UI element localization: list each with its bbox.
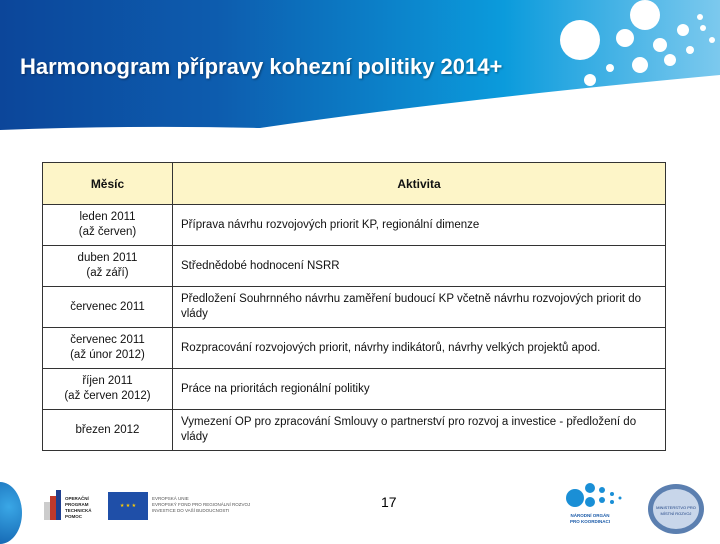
optp-text: TECHNICKÁ — [65, 508, 92, 513]
nok-logo-icon — [560, 480, 630, 515]
month-range: (až září) — [86, 267, 129, 279]
header-activity: Aktivita — [173, 163, 666, 205]
blue-circle-decoration — [0, 482, 22, 544]
eu-flag-icon: ★ ★ ★ — [108, 492, 148, 520]
table-row — [43, 205, 666, 246]
table-row — [43, 369, 666, 410]
month-text: leden 2011 — [79, 211, 136, 223]
table-row — [43, 328, 666, 369]
table-row — [43, 287, 666, 328]
eu-text: EVROPSKÝ FOND PRO REGIONÁLNÍ ROZVOJ — [152, 502, 251, 507]
month-text: červenec 2011 — [70, 300, 145, 313]
month-cell — [43, 246, 173, 287]
month-cell — [43, 287, 173, 328]
schedule-table — [42, 162, 666, 451]
month-text: duben 2011 — [77, 252, 138, 264]
activity-cell: Střednědobé hodnocení NSRR — [173, 246, 666, 287]
optp-text: POMOC — [65, 514, 83, 519]
activity-cell: Vymezení OP pro zpracování Smlouvy o partnerství pro rozvoj a investice - předložení do vlády — [173, 410, 666, 451]
page-number: 17 — [381, 494, 397, 510]
optp-text: OPERAČNÍ — [65, 496, 89, 501]
activity-cell: Předložení Souhrnného návrhu zaměření budoucí KP včetně návrhu rozvojových priorit do vlády — [173, 287, 666, 328]
month-text: říjen 2011 — [82, 375, 133, 387]
month-text: březen 2012 — [75, 423, 140, 436]
month-cell — [43, 369, 173, 410]
month-cell — [43, 205, 173, 246]
month-cell — [43, 328, 173, 369]
eu-text: EVROPSKÁ UNIE — [152, 496, 189, 501]
table-row — [43, 410, 666, 451]
table-row — [43, 246, 666, 287]
page-title: Harmonogram přípravy kohezní politiky 2014+ — [20, 54, 503, 79]
nok-text: PRO KOORDINACI — [570, 519, 611, 524]
month-range: (až červen) — [78, 226, 137, 238]
header-month: Měsíc — [43, 163, 173, 205]
activity-cell: Příprava návrhu rozvojových priorit KP, regionální dimenze — [173, 205, 666, 246]
month-text: červenec 2011 — [70, 334, 145, 346]
nok-text: NÁRODNÍ ORGÁN — [570, 513, 610, 518]
eu-text: INVESTICE DO VAŠÍ BUDOUCNOSTI — [152, 508, 230, 513]
optp-logo — [44, 490, 94, 520]
month-range: (až červen 2012) — [64, 390, 151, 402]
month-cell — [43, 410, 173, 451]
optp-text: PROGRAM — [65, 502, 89, 507]
mmr-text: MINISTERSTVO PRO MÍSTNÍ ROZVOJ — [656, 505, 696, 516]
activity-cell: Práce na prioritách regionální politiky — [173, 369, 666, 410]
month-range: (až únor 2012) — [70, 349, 145, 361]
activity-cell: Rozpracování rozvojových priorit, návrhy indikátorů, návrhy velkých projektů apod. — [173, 328, 666, 369]
